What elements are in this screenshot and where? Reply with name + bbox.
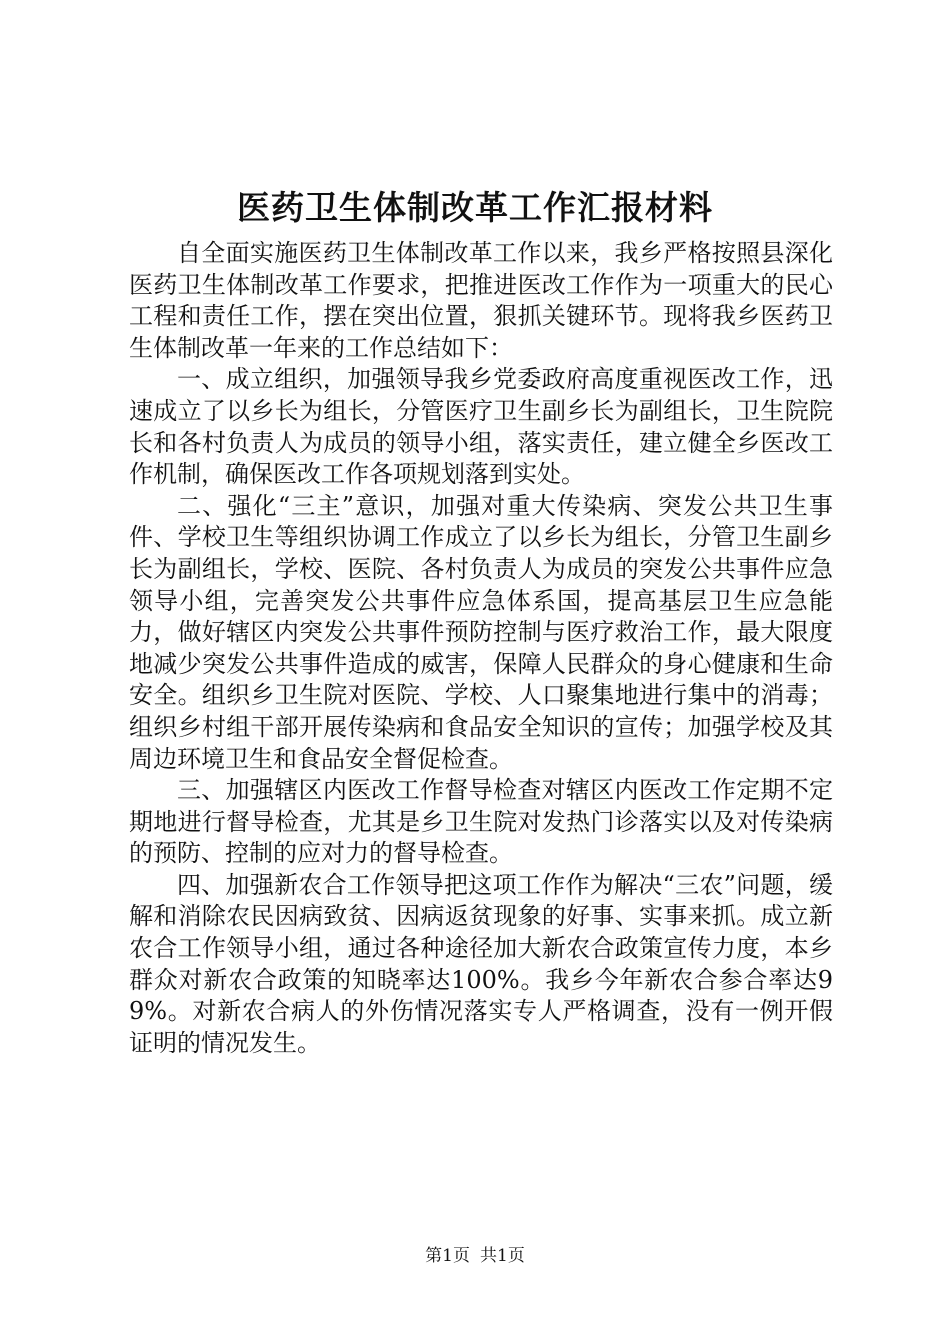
paragraph-section-4: 四、加强新农合工作领导把这项工作作为解决“三农”问题，缓解和消除农民因病致贫、因病返贫现象的好事、实事来抓。成立新农合工作领导小组，通过各种途径加大新农合政策宣传力度，本乡群众对新农合政策的知晓率达100%。我乡今年新农合参合率达99%。对新农合病人的外伤情况落实专人严格调查，没有一例开假证明的情况发生。 <box>129 870 833 1057</box>
page-number: 第1页 <box>425 1246 470 1266</box>
page-title: 医药卫生体制改革工作汇报材料 <box>237 188 713 227</box>
page-footer <box>0 1244 950 1268</box>
document-body <box>129 238 833 1059</box>
page-total: 共1页 <box>480 1246 525 1266</box>
paragraph-section-1: 一、成立组织，加强领导我乡党委政府高度重视医改工作，迅速成立了以乡长为组长，分管医疗卫生副乡长为副组长，卫生院院长和各村负责人为成员的领导小组，落实责任，建立健全乡医改工作机制，确保医改工作各项规划落到实处。 <box>129 365 833 489</box>
paragraph-section-2: 二、强化“三主”意识，加强对重大传染病、突发公共卫生事件、学校卫生等组织协调工作成立了以乡长为组长，分管卫生副乡长为副组长，学校、医院、各村负责人为成员的突发公共事件应急领导小组，完善突发公共事件应急体系国，提高基层卫生应急能力，做好辖区内突发公共事件预防控制与医疗救治工作，最大限度地减少突发公共事件造成的威害，保障人民群众的身心健康和生命安全。组织乡卫生院对医院、学校、人口聚集地进行集中的消毒；组织乡村组干部开展传染病和食品安全知识的宣传；加强学校及其周边环境卫生和食品安全督促检查。 <box>129 491 833 773</box>
paragraph-intro: 自全面实施医药卫生体制改革工作以来，我乡严格按照县深化医药卫生体制改革工作要求，把推进医改工作作为一项重大的民心工程和责任工作，摆在突出位置，狠抓关键环节。现将我乡医药卫生体制改革一年来的工作总结如下： <box>129 239 833 362</box>
paragraph-section-3: 三、加强辖区内医改工作督导检查对辖区内医改工作定期不定期地进行督导检查，尤其是乡卫生院对发热门诊落实以及对传染病的预防、控制的应对力的督导检查。 <box>129 776 833 868</box>
